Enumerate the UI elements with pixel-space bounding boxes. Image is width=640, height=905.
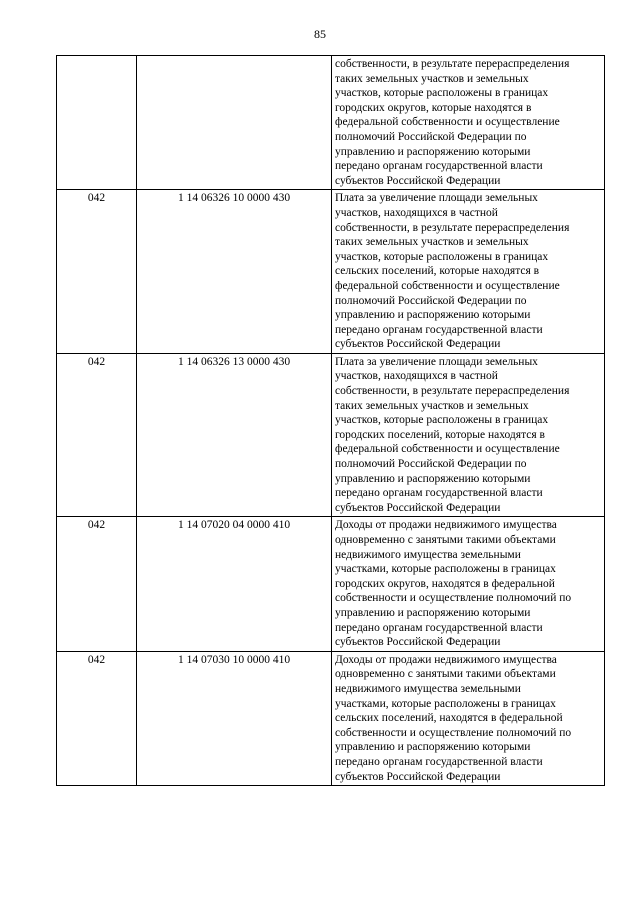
revenue-code-cell: 1 14 06326 10 0000 430 [137,190,332,354]
description-line: участков, находящихся в частной [335,206,498,219]
description-line: субъектов Российской Федерации [335,636,501,649]
description-line: таких земельных участков и земельных [335,236,529,249]
revenue-code-cell: 1 14 07030 10 0000 410 [137,651,332,785]
revenue-code-cell: 1 14 07020 04 0000 410 [137,517,332,651]
description-line: участков, которые расположены в границах [335,414,549,427]
description-line: полномочий Российской Федерации по [335,458,527,471]
description-line: одновременно с занятыми такими объектами [335,668,556,681]
table-row [57,651,605,785]
description-line: передано органам государственной власти [335,160,543,173]
admin-code-cell: 042 [57,651,137,785]
description-line: собственности, в результате перераспределения [335,221,570,234]
description-line: полномочий Российской Федерации по [335,294,527,307]
description-line: таких земельных участков и земельных [335,399,529,412]
description-line: управлению и распоряжению которыми [335,472,531,485]
description-cell [332,190,605,354]
description-line: городских поселений, которые находятся в [335,428,545,441]
description-line: собственности и осуществление полномочий по [335,726,572,739]
description-line: передано органам государственной власти [335,621,543,634]
description-line: передано органам государственной власти [335,323,543,336]
description-line: управлению и распоряжению которыми [335,741,531,754]
description-line: недвижимого имущества земельными [335,548,521,561]
description-line: сельских поселений, находятся в федеральной [335,712,563,725]
description-line: управлению и распоряжению которыми [335,606,531,619]
page-number: 85 [314,27,326,41]
description-cell [332,353,605,517]
description-line: сельских поселений, которые находятся в [335,265,540,278]
description-line: субъектов Российской Федерации [335,338,501,351]
description-cell [332,56,605,190]
description-line: федеральной собственности и осуществление [335,279,560,292]
description-line: участков, которые расположены в границах [335,87,549,100]
admin-code-cell: 042 [57,353,137,517]
description-line: городских округов, находятся в федеральной [335,577,555,590]
admin-code-cell: 042 [57,190,137,354]
description-line: федеральной собственности и осуществление [335,116,560,129]
revenue-codes-table [56,55,605,786]
description-line: участками, которые расположены в границах [335,697,556,710]
description-line: Доходы от продажи недвижимого имущества [335,653,557,666]
description-line: участков, которые расположены в границах [335,250,549,263]
admin-code-cell [57,56,137,190]
description-line: недвижимого имущества земельными [335,682,521,695]
description-line: субъектов Российской Федерации [335,770,501,783]
table-row [57,353,605,517]
description-line: таких земельных участков и земельных [335,72,529,85]
description-line: Доходы от продажи недвижимого имущества [335,519,557,532]
description-line: участками, которые расположены в границах [335,563,556,576]
revenue-code-cell: 1 14 06326 13 0000 430 [137,353,332,517]
description-line: субъектов Российской Федерации [335,174,501,187]
table-row [57,190,605,354]
description-line: Плата за увеличение площади земельных [335,192,538,205]
description-line: управлению и распоряжению которыми [335,145,531,158]
description-line: федеральной собственности и осуществление [335,443,560,456]
description-line: субъектов Российской Федерации [335,501,501,514]
description-line: передано органам государственной власти [335,487,543,500]
description-line: передано органам государственной власти [335,755,543,768]
description-line: Плата за увеличение площади земельных [335,355,538,368]
description-cell [332,651,605,785]
description-line: полномочий Российской Федерации по [335,130,527,143]
description-line: управлению и распоряжению которыми [335,309,531,322]
revenue-code-cell [137,56,332,190]
description-line: одновременно с занятыми такими объектами [335,534,556,546]
table-row [57,56,605,190]
admin-code-cell: 042 [57,517,137,651]
description-line: собственности и осуществление полномочий по [335,592,572,605]
description-line: собственности, в результате перераспределения [335,58,570,70]
table-row [57,517,605,651]
description-line: участков, находящихся в частной [335,370,498,383]
description-line: собственности, в результате перераспределения [335,385,570,398]
description-cell [332,517,605,651]
description-line: городских округов, которые находятся в [335,101,532,114]
